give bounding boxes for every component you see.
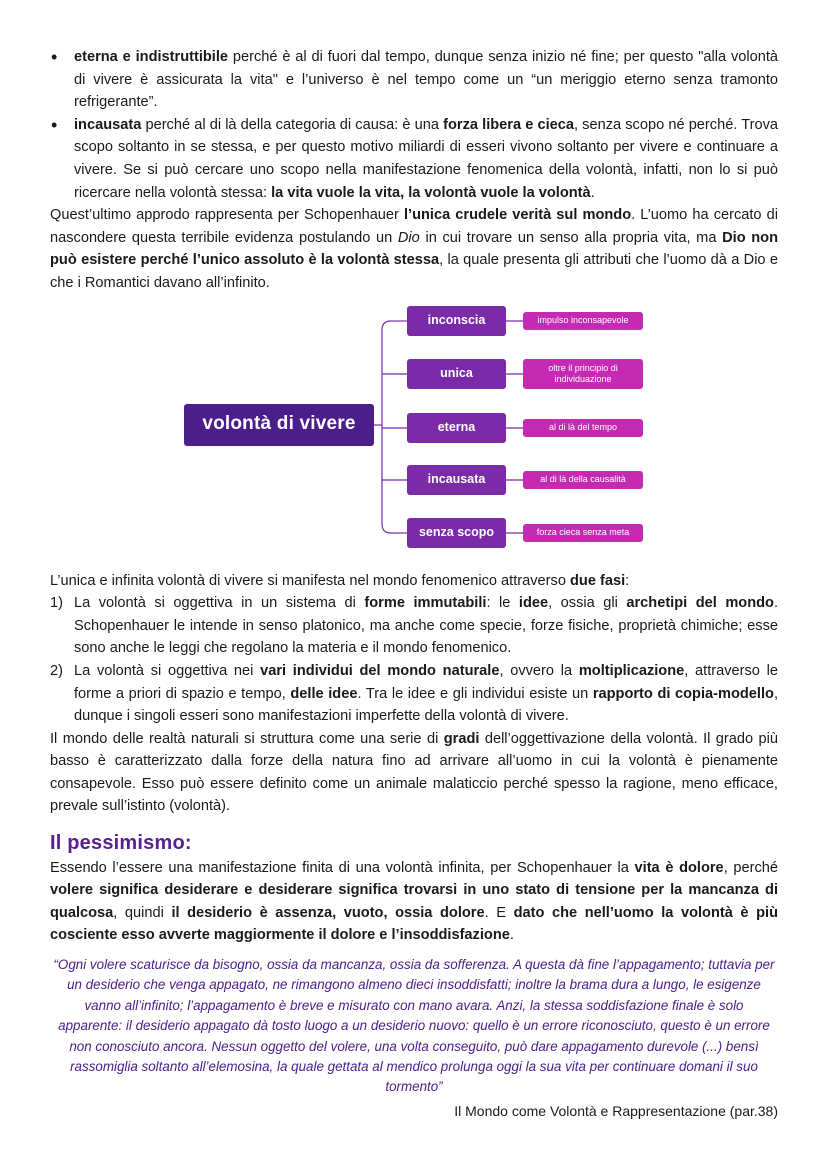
phases-list (50, 592, 778, 728)
list-item: • eterna e indistruttibile perché è al di fuori dal tempo, dunque senza inizio né fine; per questo "alla volontà di vivere è assicurata la vita" e l’universo è nel tempo come un “un meriggio eterno senza tramonto refrigerante”. (50, 46, 778, 114)
leaf-node: impulso inconsapevole (523, 312, 643, 330)
document-page (50, 46, 778, 1122)
branch-node: unica (407, 359, 506, 389)
attributes-list (50, 46, 778, 204)
quotation: “Ogni volere scaturisce da bisogno, ossia da mancanza, ossia da sofferenza. A questa dà fine l’appagamento; tuttavia per un desiderio che venga appagato, ne rimangono almeno dieci insoddisfatti; inoltre la brama dura a lungo, le esigenze vanno all’infinito; l’appagamento è breve e misurato con mano avara. Anzi, la stessa soddisfazione finale è solo apparente: il desiderio appagato dà tosto luogo a un desiderio nuovo: quello è un errore riconosciuto, questo è un errore non conosciuto ancora. Nessun oggetto del volere, una volta conseguito, può dare appagamento durevole (...) bensì rassomiglia soltanto all’elemosina, la quale gettata al mendico prolunga oggi la sua vita per continuare domani il suo tormento” (53, 957, 775, 1095)
paragraph-phases-intro: L’unica e infinita volontà di vivere si manifesta nel mondo fenomenico attraverso due fasi: (50, 572, 630, 589)
leaf-node: oltre il principio di individuazione (523, 359, 643, 389)
list-item: • incausata perché al di là della categoria di causa: è una forza libera e cieca, senza scopo né perché. Trova scopo soltanto in se stessa, e per questo motivo miliardi di esseri vivono soltanto per vivere e continuare a vivere. Se si può cercare uno scopo nella manifestazione fenomenica della volontà, infatti, non lo si può ricercare nella volontà stessa: la vita vuole la vita, la volontà vuole la volontà. (50, 114, 778, 204)
paragraph-degrees: Il mondo delle realtà naturali si struttura come una serie di gradi dell’oggettivazione della volontà. Il grado più basso è caratterizzato dalla forze della natura fino ad arrivare all’uomo in cui la volontà è pienamente consapevole. Esso può essere definito come un animale malaticcio perché spesso la ragione, meno efficace, prevale sull’istinto (volontà). (50, 730, 779, 815)
concept-map (50, 302, 778, 564)
paragraph-truth: Quest’ultimo approdo rappresenta per Schopenhauer l’unica crudele verità sul mondo. L’uomo ha cercato di nascondere questa terribile evidenza postulando un Dio in cui trovare un senso alla propria vita, ma Dio non può esistere perché l’unico assoluto è la volontà stessa, la quale presenta gli attributi che l’uomo dà a Dio e che i Romantici davano all’infinito. (50, 207, 778, 291)
branch-node: eterna (407, 413, 506, 443)
root-node: volontà di vivere (184, 404, 374, 446)
section-heading: Il pessimismo: (50, 832, 192, 855)
list-item: 1) La volontà si oggettiva in un sistema di forme immutabili: le idee, ossia gli archetipi del mondo. Schopenhauer le intende in senso platonico, ma anche come specie, forze fisiche, proprietà chimiche; esse sono anche le leggi che regolano la materia e il mondo fenomenico. (50, 595, 779, 657)
branch-node: inconscia (407, 306, 506, 336)
leaf-node: al di là della causalità (523, 471, 643, 489)
quotation-source: Il Mondo come Volontà e Rappresentazione (par.38) (454, 1102, 778, 1119)
leaf-node: al di là del tempo (523, 419, 643, 437)
branch-node: senza scopo (407, 518, 506, 548)
paragraph-pessimism: Essendo l’essere una manifestazione finita di una volontà infinita, per Schopenhauer la vita è dolore, perché volere significa desiderare e desiderare significa trovarsi in uno stato di tensione per la mancanza di qualcosa, quindi il desiderio è assenza, vuoto, ossia dolore. E dato che nell’uomo la volontà è più cosciente esso avverte maggiormente il dolore e l’insoddisfazione. (50, 859, 779, 944)
leaf-node: forza cieca senza meta (523, 524, 643, 542)
connector-trunk (382, 321, 391, 533)
branch-node: incausata (407, 465, 506, 495)
list-item: 2) La volontà si oggettiva nei vari individui del mondo naturale, ovvero la moltiplicazione, attraverso le forme a priori di spazio e tempo, delle idee. Tra le idee e gli individui esiste un rapporto di copia-modello, dunque i singoli esseri sono manifestazioni imperfette della volontà di vivere. (50, 662, 779, 725)
